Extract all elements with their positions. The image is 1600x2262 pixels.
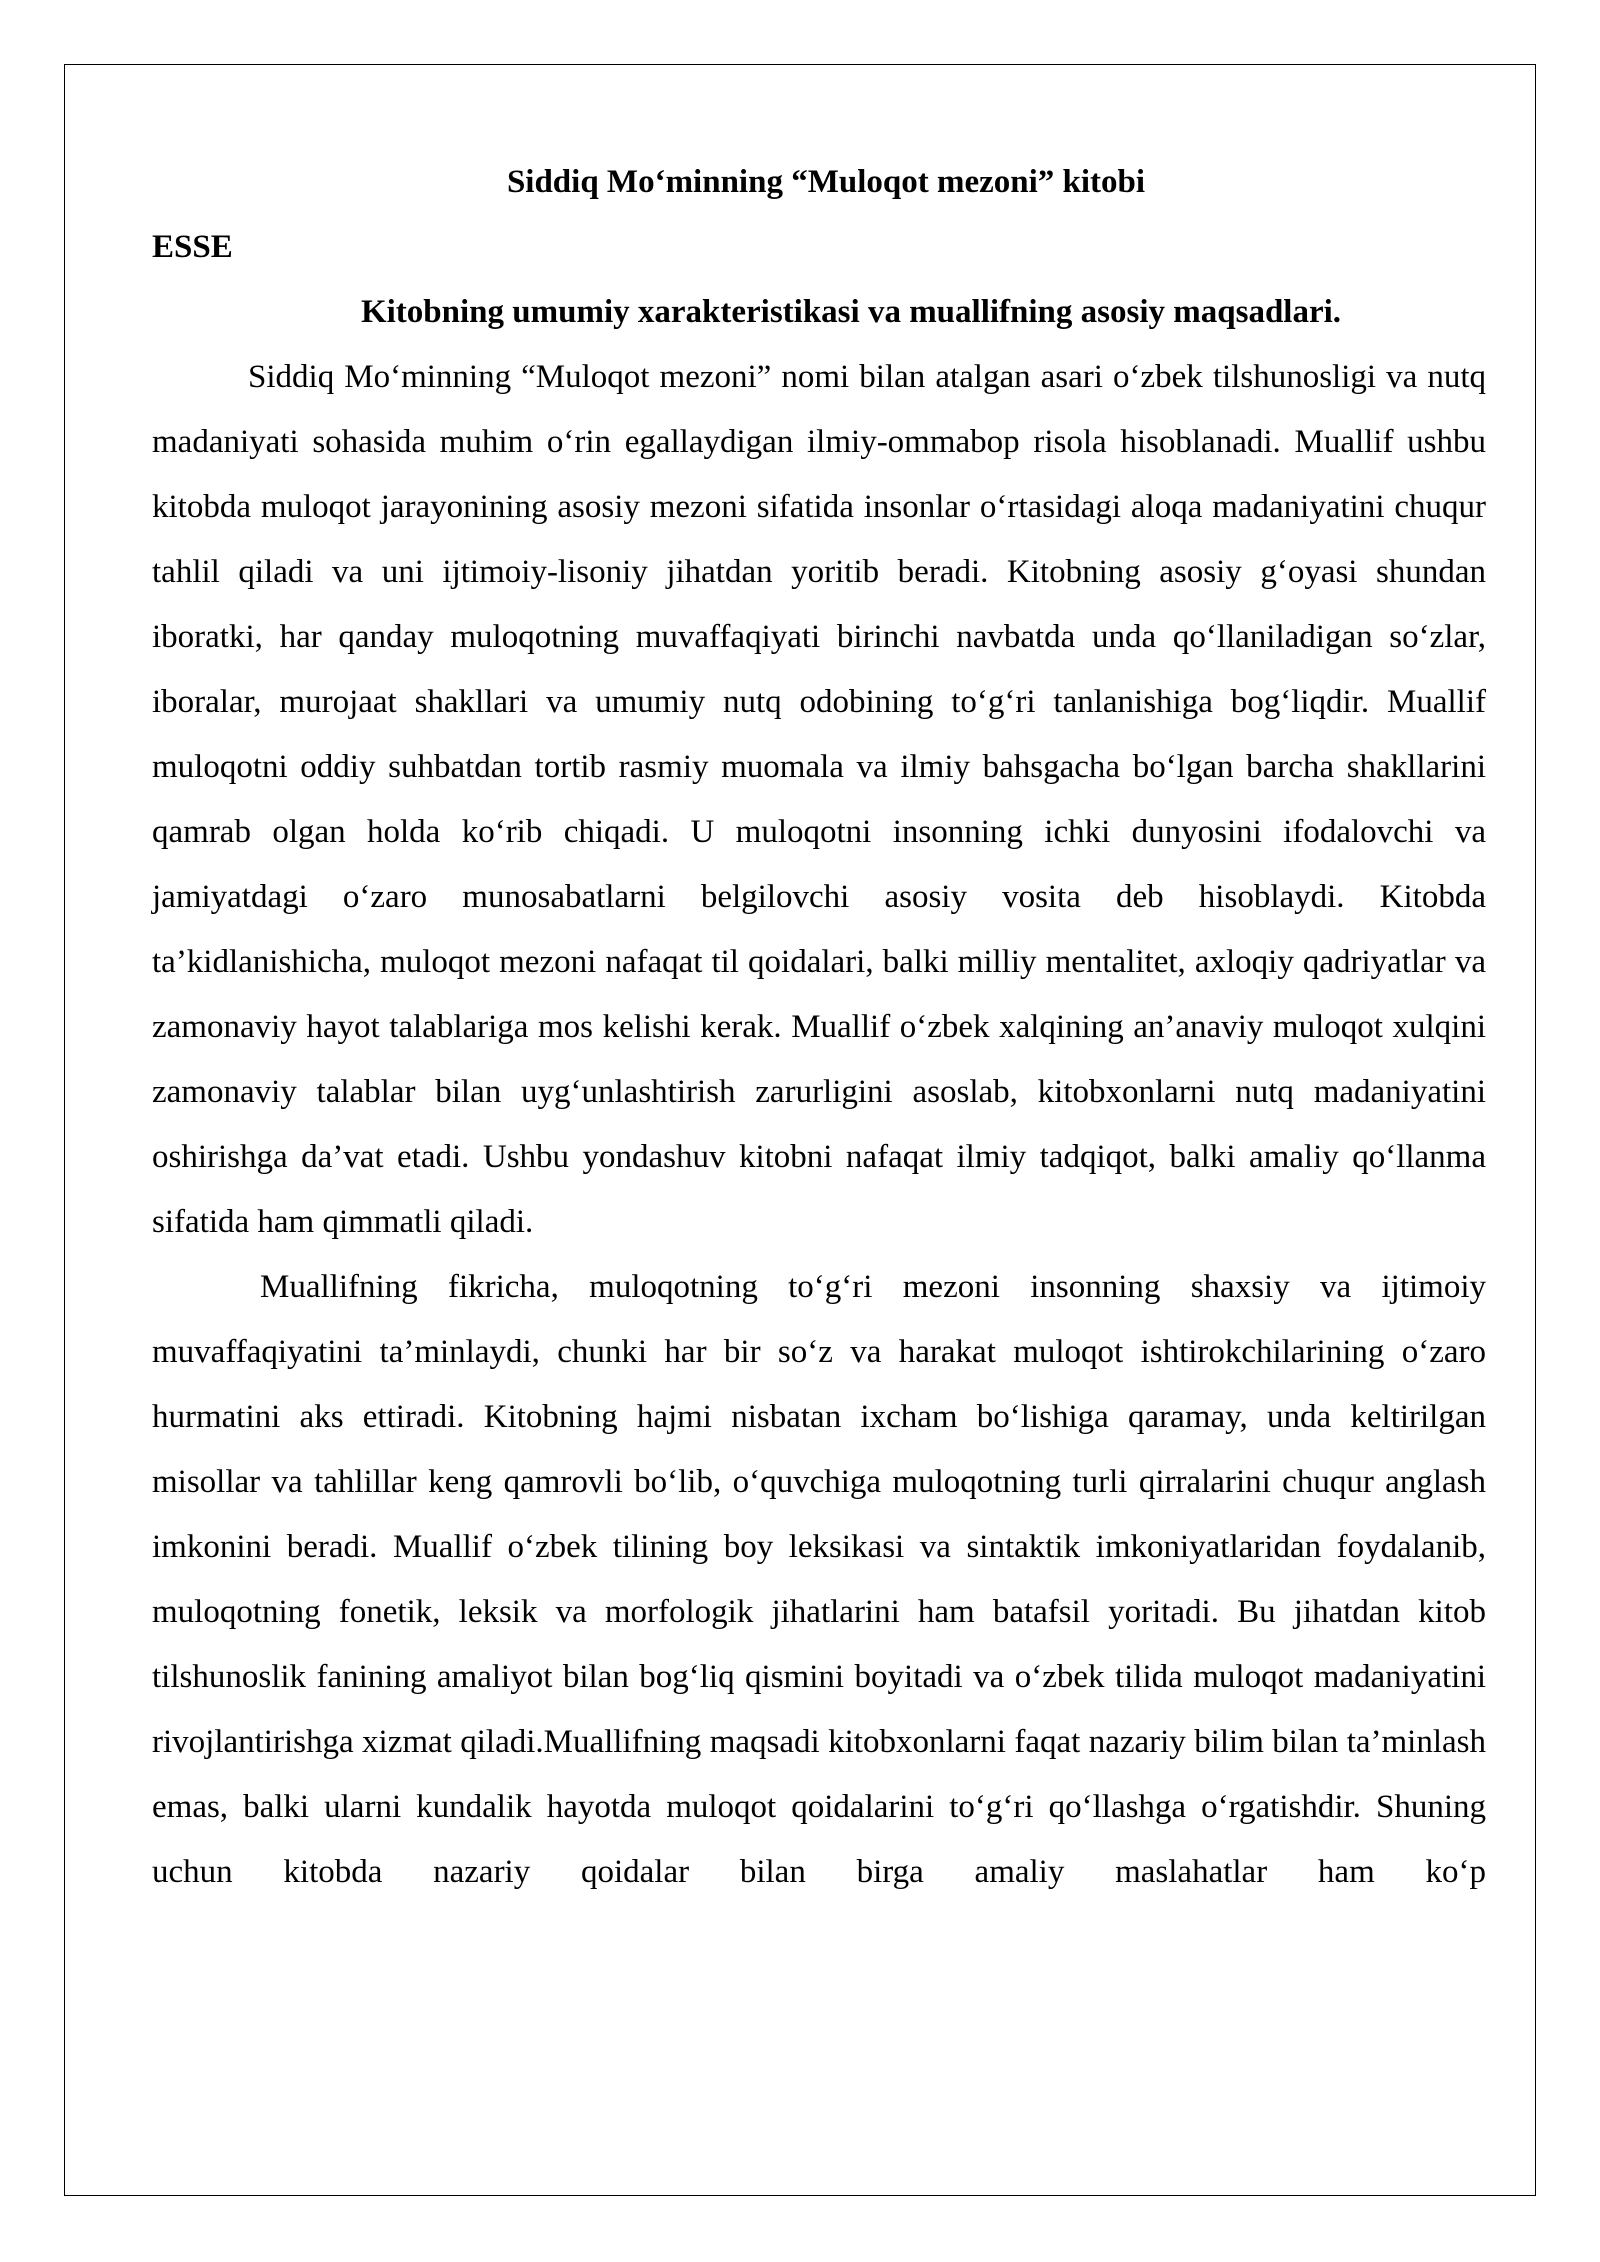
paragraph-2: Muallifning fikricha, muloqotning to‘g‘ri mezoni insonning shaxsiy va ijtimoiy muvaffaqiyatini ta’minlaydi, chunki har bir so‘z va harakat muloqot ishtirokchilarining o‘zaro hurmatini aks ettiradi. Kitobning hajmi nisbatan ixcham bo‘lishiga qaramay, unda keltirilgan misollar va tahlillar keng qamrovli bo‘lib, o‘quvchiga muloqotning turli qirralarini chuqur anglash imkonini beradi. Muallif o‘zbek tilining boy leksikasi va sintaktik imkoniyatlaridan foydalanib, muloqotning fonetik, leksik va morfologik jihatlarini ham batafsil yoritadi. Bu jihatdan kitob tilshunoslik fanining amaliyot bilan bog‘liq qismini boyitadi va o‘zbek tilida muloqot madaniyatini rivojlantirishga xizmat qiladi.Muallifning maqsadi kitobxonlarni faqat nazariy bilim bilan ta’minlash emas, balki ularni kundalik hayotda muloqot qoidalarini to‘g‘ri qo‘llashga o‘rgatishdir. Shuning uchun kitobda nazariy qoidalar bilan birga amaliy maslahatlar ham ko‘p [152, 1269, 1486, 1890]
document-label: ESSE [152, 229, 233, 265]
document-body [152, 150, 1486, 1905]
document-title: Siddiq Mo‘minning “Muloqot mezoni” kitobi [506, 164, 1146, 200]
section-heading: Kitobning umumiy xarakteristikasi va muallifning asosiy maqsadlari. [360, 294, 1342, 330]
paragraph-1: Siddiq Mo‘minning “Muloqot mezoni” nomi bilan atalgan asari o‘zbek tilshunosligi va nutq madaniyati sohasida muhim o‘rin egallaydigan ilmiy-ommabop risola hisoblanadi. Muallif ushbu kitobda muloqot jarayonining asosiy mezoni sifatida insonlar o‘rtasidagi aloqa madaniyatini chuqur tahlil qiladi va uni ijtimoiy-lisoniy jihatdan yoritib beradi. Kitobning asosiy g‘oyasi shundan iboratki, har qanday muloqotning muvaffaqiyati birinchi navbatda unda qo‘llaniladigan so‘zlar, iboralar, murojaat shakllari va umumiy nutq odobining to‘g‘ri tanlanishiga bog‘liqdir. Muallif muloqotni oddiy suhbatdan tortib rasmiy muomala va ilmiy bahsgacha bo‘lgan barcha shakllarini qamrab olgan holda ko‘rib chiqadi. U muloqotni insonning ichki dunyosini ifodalovchi va jamiyatdagi o‘zaro munosabatlarni belgilovchi asosiy vosita deb hisoblaydi. Kitobda ta’kidlanishicha, muloqot mezoni nafaqat til qoidalari, balki milliy mentalitet, axloqiy qadriyatlar va zamonaviy hayot talablariga mos kelishi kerak. Muallif o‘zbek xalqining an’anaviy muloqot xulqini zamonaviy talablar bilan uyg‘unlashtirish zarurligini asoslab, kitobxonlarni nutq madaniyatini oshirishga da’vat etadi. Ushbu yondashuv kitobni nafaqat ilmiy tadqiqot, balki amaliy qo‘llanma sifatida ham qimmatli qiladi. [152, 359, 1486, 1240]
